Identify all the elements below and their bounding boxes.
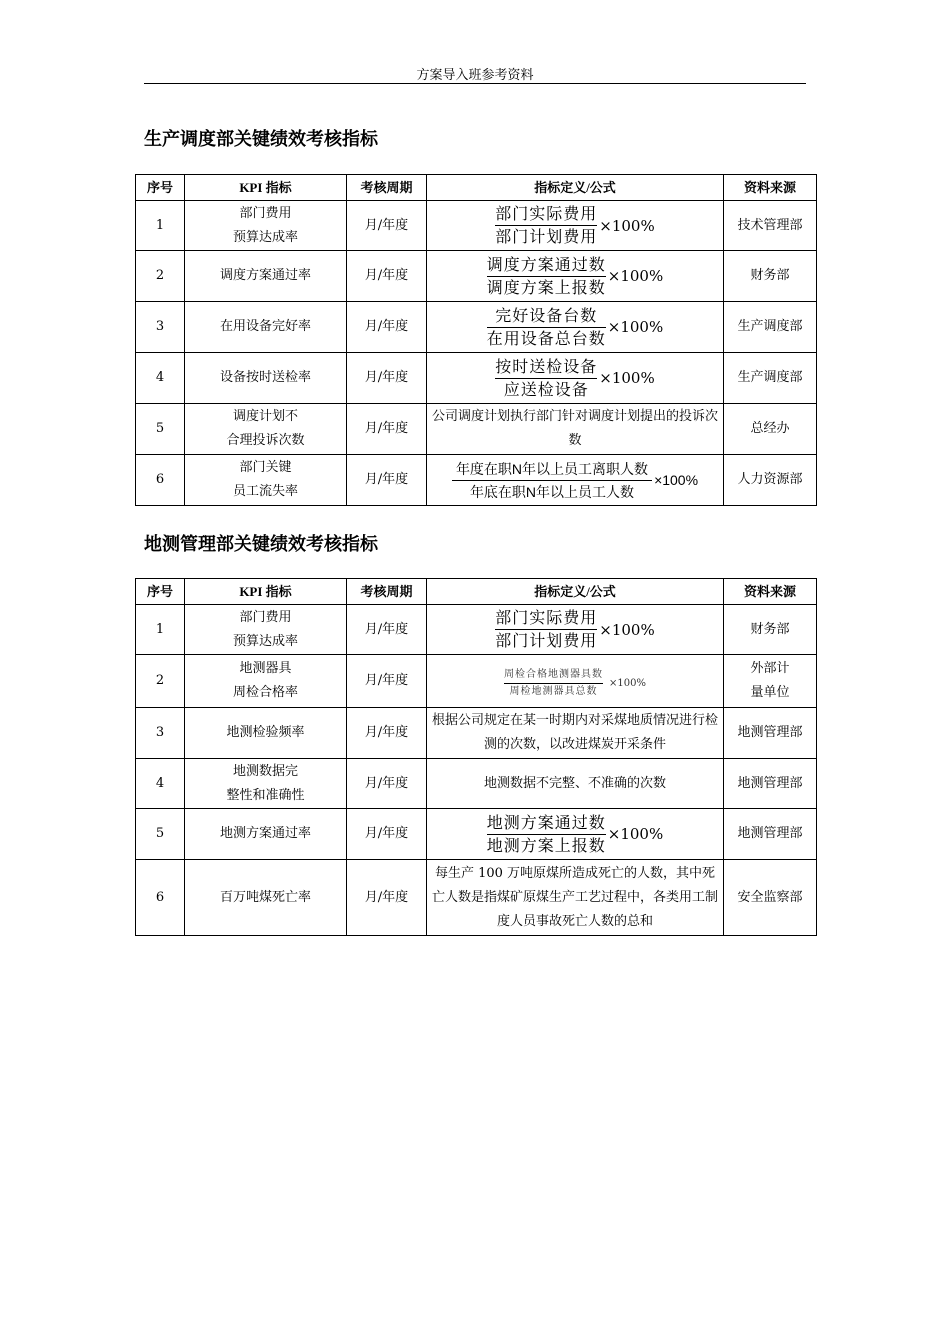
kpi-name-line: 地测数据完 <box>232 763 298 779</box>
table-row <box>136 455 817 506</box>
period: 月/年度 <box>347 809 427 860</box>
kpi-name <box>185 605 347 655</box>
row-number: 6 <box>136 860 185 936</box>
formula <box>427 251 724 302</box>
formula-numerator: 部门实际费用 <box>495 204 598 223</box>
table-header-row <box>136 579 817 605</box>
source: 地测管理部 <box>724 708 817 759</box>
column-header-no: 序号 <box>136 175 185 201</box>
formula <box>427 655 724 708</box>
column-header-kpi: KPI 指标 <box>185 579 347 605</box>
formula <box>427 605 724 655</box>
period: 月/年度 <box>347 455 427 506</box>
source <box>724 655 817 708</box>
table-row <box>136 809 817 860</box>
row-number: 4 <box>136 353 185 404</box>
definition-text: 地测数据不完整、不准确的次数 <box>427 759 724 809</box>
formula-numerator: 完好设备台数 <box>495 305 598 325</box>
formula <box>427 201 724 251</box>
source: 人力资源部 <box>724 455 817 506</box>
row-number: 5 <box>136 809 185 860</box>
formula-numerator: 地测方案通过数 <box>486 812 606 832</box>
kpi-name-line: 调度计划不 <box>232 409 298 424</box>
formula-denominator: 部门计划费用 <box>495 227 598 246</box>
period: 月/年度 <box>347 302 427 353</box>
period: 月/年度 <box>347 404 427 455</box>
source: 地测管理部 <box>724 809 817 860</box>
formula <box>427 302 724 353</box>
formula-numerator: 周检合格地测器具数 <box>504 669 604 680</box>
table-row <box>136 860 817 936</box>
table-row <box>136 302 817 353</box>
table-row <box>136 655 817 708</box>
formula-denominator: 地测方案上报数 <box>486 835 606 855</box>
row-number: 3 <box>136 302 185 353</box>
formula-denominator: 调度方案上报数 <box>486 277 606 297</box>
formula-multiplier: ×100% <box>599 369 655 387</box>
kpi-name-line: 地测器具 <box>239 661 292 676</box>
table-row <box>136 605 817 655</box>
formula <box>427 455 724 506</box>
column-header-no: 序号 <box>136 579 185 605</box>
formula-multiplier: ×100% <box>609 677 646 689</box>
table-row <box>136 201 817 251</box>
formula-denominator: 应送检设备 <box>503 379 589 399</box>
kpi-name: 调度方案通过率 <box>185 251 347 302</box>
formula-numerator: 按时送检设备 <box>495 356 598 376</box>
column-header-source: 资料来源 <box>724 579 817 605</box>
kpi-name-line: 部门费用 <box>239 609 292 625</box>
source: 安全监察部 <box>724 860 817 936</box>
column-header-kpi: KPI 指标 <box>185 175 347 201</box>
kpi-name-line: 预算达成率 <box>232 633 298 649</box>
formula-denominator: 在用设备总台数 <box>486 328 606 348</box>
source: 财务部 <box>724 605 817 655</box>
row-number: 6 <box>136 455 185 506</box>
column-header-source: 资料来源 <box>724 175 817 201</box>
column-header-period: 考核周期 <box>347 175 427 201</box>
formula-numerator: 调度方案通过数 <box>486 254 606 274</box>
source-line: 量单位 <box>750 685 790 700</box>
source: 生产调度部 <box>724 302 817 353</box>
source: 总经办 <box>724 404 817 455</box>
kpi-table-survey <box>135 578 817 936</box>
kpi-name <box>185 404 347 455</box>
column-header-definition: 指标定义/公式 <box>427 579 724 605</box>
kpi-name: 在用设备完好率 <box>185 302 347 353</box>
section-title-survey: 地测管理部关键绩效考核指标 <box>144 534 378 555</box>
period: 月/年度 <box>347 860 427 936</box>
table-row <box>136 353 817 404</box>
table-row <box>136 759 817 809</box>
section-title-production: 生产调度部关键绩效考核指标 <box>144 129 378 150</box>
period: 月/年度 <box>347 353 427 404</box>
formula-multiplier: ×100% <box>654 472 699 488</box>
definition-text: 每生产 100 万吨原煤所造成死亡的人数，其中死亡人数是指煤矿原煤生产工艺过程中，各类用工制度人员事故死亡人数的总和 <box>427 860 724 936</box>
row-number: 5 <box>136 404 185 455</box>
kpi-table-production <box>135 174 817 506</box>
kpi-name: 百万吨煤死亡率 <box>185 860 347 936</box>
kpi-name: 设备按时送检率 <box>185 353 347 404</box>
source: 技术管理部 <box>724 201 817 251</box>
period: 月/年度 <box>347 605 427 655</box>
kpi-name <box>185 455 347 506</box>
row-number: 1 <box>136 605 185 655</box>
formula-multiplier: ×100% <box>607 318 664 336</box>
table-row <box>136 251 817 302</box>
kpi-name-line: 合理投诉次数 <box>226 433 305 448</box>
kpi-name-line: 部门费用 <box>239 205 292 221</box>
column-header-period: 考核周期 <box>347 579 427 605</box>
table-row <box>136 404 817 455</box>
kpi-name: 地测方案通过率 <box>185 809 347 860</box>
kpi-name: 地测检验频率 <box>185 708 347 759</box>
table-row <box>136 708 817 759</box>
definition-text: 根据公司规定在某一时期内对采煤地质情况进行检测的次数，以改进煤炭开采条件 <box>427 708 724 759</box>
row-number: 2 <box>136 655 185 708</box>
formula-numerator: 部门实际费用 <box>495 608 598 627</box>
row-number: 3 <box>136 708 185 759</box>
formula-numerator: 年度在职N年以上员工离职人数 <box>455 460 649 477</box>
row-number: 4 <box>136 759 185 809</box>
table-header-row <box>136 175 817 201</box>
period: 月/年度 <box>347 759 427 809</box>
kpi-name <box>185 655 347 708</box>
kpi-name-line: 周检合格率 <box>232 685 298 700</box>
kpi-name-line: 部门关键 <box>239 460 292 475</box>
formula-denominator: 年底在职N年以上员工人数 <box>469 483 635 500</box>
definition-text: 公司调度计划执行部门针对调度计划提出的投诉次数 <box>427 404 724 455</box>
kpi-name <box>185 201 347 251</box>
kpi-name-line: 员工流失率 <box>232 484 298 499</box>
kpi-name-line: 整性和准确性 <box>226 787 305 803</box>
kpi-name-line: 预算达成率 <box>232 229 298 245</box>
formula-denominator: 周检地测器具总数 <box>509 686 598 697</box>
formula-denominator: 部门计划费用 <box>495 631 598 650</box>
kpi-name <box>185 759 347 809</box>
period: 月/年度 <box>347 708 427 759</box>
period: 月/年度 <box>347 655 427 708</box>
row-number: 1 <box>136 201 185 251</box>
column-header-definition: 指标定义/公式 <box>427 175 724 201</box>
formula-multiplier: ×100% <box>599 216 655 235</box>
formula <box>427 809 724 860</box>
formula-multiplier: ×100% <box>607 825 664 843</box>
row-number: 2 <box>136 251 185 302</box>
formula-multiplier: ×100% <box>607 267 664 285</box>
page-header: 方案导入班参考资料 <box>416 68 534 83</box>
source: 地测管理部 <box>724 759 817 809</box>
formula-multiplier: ×100% <box>599 620 655 639</box>
period: 月/年度 <box>347 251 427 302</box>
header-rule <box>144 83 806 84</box>
period: 月/年度 <box>347 201 427 251</box>
source-line: 外部计 <box>750 661 790 676</box>
source: 财务部 <box>724 251 817 302</box>
source: 生产调度部 <box>724 353 817 404</box>
formula <box>427 353 724 404</box>
